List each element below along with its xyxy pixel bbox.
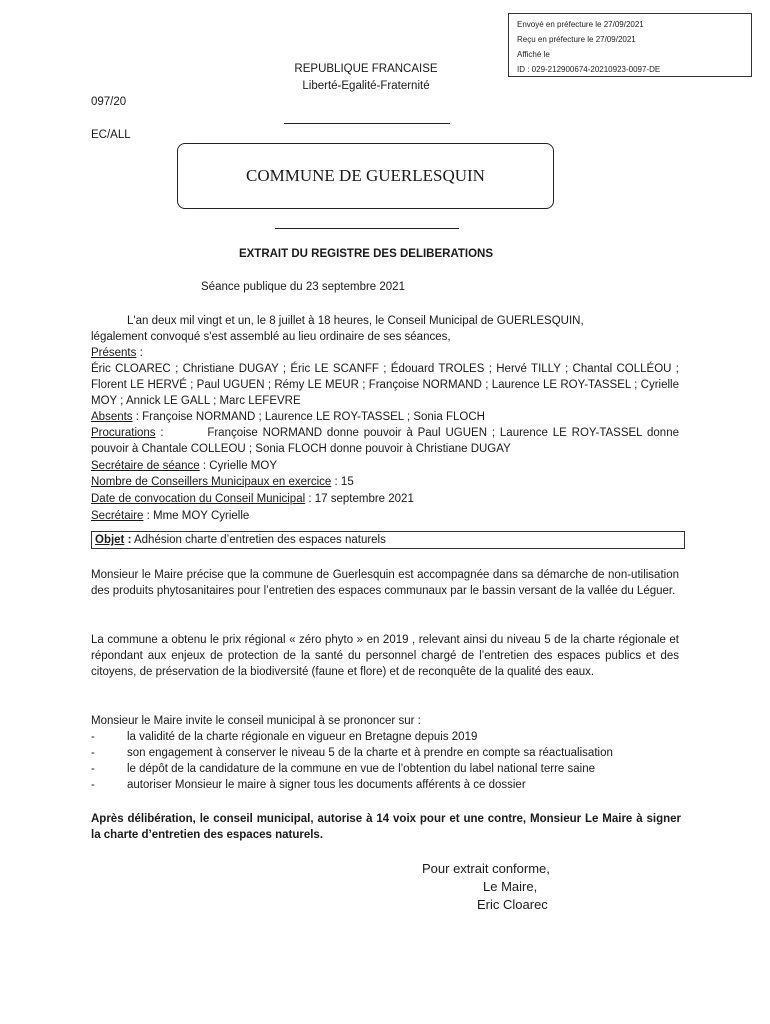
signature-name: Eric Cloarec bbox=[477, 897, 548, 912]
conclusion: Après délibération, le conseil municipal, autorise à 14 voix pour et une contre, Monsieur Le Maire à signer la charte d’entretien des espaces naturels. bbox=[91, 813, 681, 841]
secretary-value: : Mme MOY Cyrielle bbox=[143, 510, 250, 522]
register-title: EXTRAIT DU REGISTRE DES DELIBERATIONS bbox=[238, 248, 494, 260]
list-item bbox=[91, 745, 691, 761]
prefecture-stamp bbox=[508, 13, 752, 77]
republic-motto: Liberté-Egalité-Fraternité bbox=[302, 80, 430, 92]
objet-colon: : bbox=[124, 534, 132, 546]
absents-line bbox=[91, 409, 485, 425]
stamp-posted: Affiché le bbox=[517, 50, 550, 59]
list-bullet: - bbox=[91, 731, 95, 743]
convocation-value: : 17 septembre 2021 bbox=[305, 493, 414, 505]
procurations-value: : Françoise NORMAND donne pouvoir à Paul UGUEN ; Laurence LE ROY-TASSEL donne pouvoir à Chantale COLLEOU ; Sonia FLOCH donne pouvoir à Christiane DUGAY bbox=[91, 427, 683, 455]
presents-label: Présents bbox=[91, 347, 137, 359]
secretary-line bbox=[91, 508, 249, 524]
reference-initials: EC/ALL bbox=[91, 129, 131, 141]
signature-formula: Pour extrait conforme, bbox=[422, 861, 550, 876]
absents-value: : Françoise NORMAND ; Laurence LE ROY-TASSEL ; Sonia FLOCH bbox=[132, 411, 485, 423]
convocation-label: Date de convocation du Conseil Municipal bbox=[91, 493, 306, 505]
list-item-text: autoriser Monsieur le maire à signer tous les documents afférents à ce dossier bbox=[127, 779, 526, 791]
absents-label: Absents bbox=[91, 411, 133, 423]
convocation-line bbox=[91, 491, 414, 507]
reference-number: 097/20 bbox=[91, 96, 127, 108]
list-item bbox=[91, 729, 691, 745]
stamp-sent: Envoyé en préfecture le 27/09/2021 bbox=[517, 20, 644, 29]
secretary-session-label: Secrétaire de séance bbox=[91, 460, 200, 472]
list-item-text: le dépôt de la candidature de la commune en vue de l’obtention du label national terre saine bbox=[127, 763, 595, 775]
header-divider bbox=[284, 123, 450, 124]
objet-box bbox=[91, 531, 685, 549]
councillors-label: Nombre de Conseillers Municipaux en exercice bbox=[91, 476, 332, 488]
republic-heading: REPUBLIQUE FRANCAISE bbox=[294, 63, 438, 75]
commune-title-box bbox=[177, 143, 554, 209]
presents-colon: : bbox=[136, 347, 143, 359]
secretary-session-line bbox=[91, 458, 277, 474]
procurations-block bbox=[91, 425, 683, 457]
stamp-id: ID : 029-212900674-20210923-0097-DE bbox=[517, 65, 661, 74]
procurations-label: Procurations bbox=[91, 427, 156, 439]
intro-line-2: légalement convoqué s'est assemblé au lieu ordinaire de ses séances, bbox=[91, 331, 451, 343]
decision-list bbox=[91, 729, 691, 793]
list-item bbox=[91, 777, 691, 793]
list-bullet: - bbox=[91, 747, 95, 759]
list-item-text: son engagement à conserver le niveau 5 de la charte et à prendre en compte sa réactualisation bbox=[127, 747, 613, 759]
session-date: Séance publique du 23 septembre 2021 bbox=[201, 281, 405, 293]
list-item-text: la validité de la charte régionale en vigueur en Bretagne depuis 2019 bbox=[127, 731, 478, 743]
intro-line-1: L'an deux mil vingt et un, le 8 juillet à 18 heures, le Conseil Municipal de GUERLESQUIN, bbox=[127, 315, 584, 327]
list-bullet: - bbox=[91, 779, 95, 791]
signature-title: Le Maire, bbox=[483, 879, 538, 894]
list-bullet: - bbox=[91, 763, 95, 775]
paragraph-3: Monsieur le Maire invite le conseil municipal à se prononcer sur : bbox=[91, 715, 421, 727]
list-item bbox=[91, 761, 691, 777]
objet-label: Objet bbox=[95, 534, 125, 546]
stamp-received: Reçu en préfecture le 27/09/2021 bbox=[517, 35, 636, 44]
presents-heading bbox=[91, 345, 143, 361]
secretary-label: Secrétaire bbox=[91, 510, 144, 522]
councillors-line bbox=[91, 474, 354, 490]
objet-value: Adhésion charte d’entretien des espaces naturels bbox=[131, 534, 386, 546]
paragraph-2: La commune a obtenu le prix régional « zéro phyto » en 2019 , relevant ainsi du niveau 5 de la charte régionale et répondant aux enjeux de protection de la santé du personnel chargé de l’entretien des espaces publics et des citoyens, de préservation de la biodiversité (faune et flore) et de reconquête de la qualité des eaux. bbox=[91, 634, 679, 678]
councillors-value: : 15 bbox=[331, 476, 354, 488]
presents-list: Éric CLOAREC ; Christiane DUGAY ; Éric LE SCANFF ; Édouard TROLES ; Hervé TILLY ; Chantal COLLÉOU ; Florent LE HERVÉ ; Paul UGUEN ; Rémy LE MEUR ; Françoise NORMAND ; Laurence LE ROY-TASSEL ; Cyrielle MOY ; Annick LE GALL ; Marc LEFEVRE bbox=[91, 363, 679, 407]
secretary-session-value: : Cyrielle MOY bbox=[199, 460, 278, 472]
commune-divider bbox=[275, 228, 459, 229]
commune-title: COMMUNE DE GUERLESQUIN bbox=[246, 166, 485, 185]
paragraph-1: Monsieur le Maire précise que la commune de Guerlesquin est accompagnée dans sa démarche de non-utilisation des produits phytosanitaires pour l’entretien des espaces communaux par le bassin versant de la vallée du Léguer. bbox=[91, 569, 679, 597]
